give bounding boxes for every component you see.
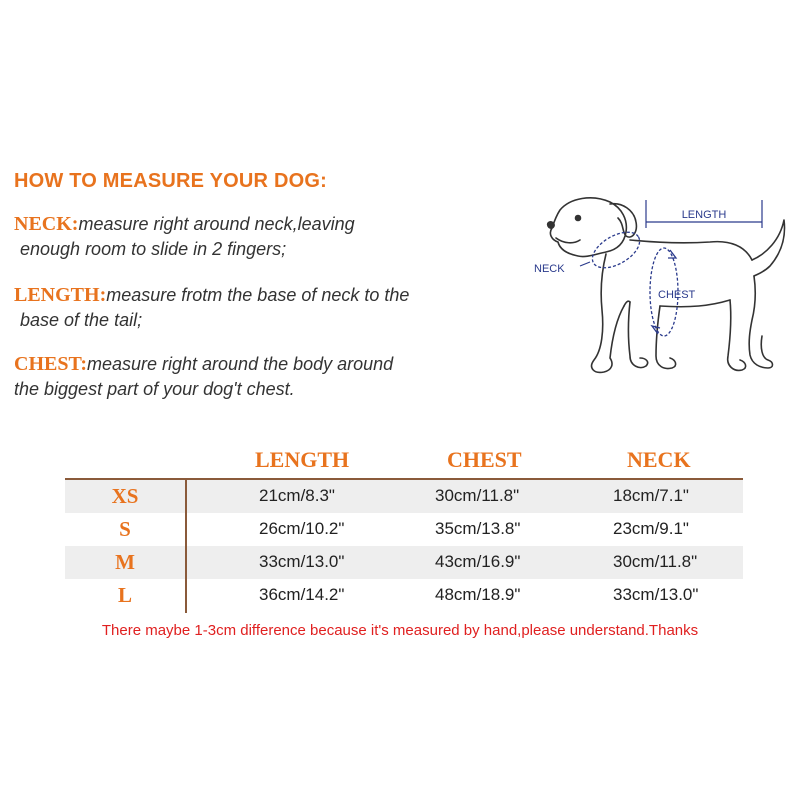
neck-cell: 23cm/9.1" xyxy=(613,519,689,538)
chest-cell: 35cm/13.8" xyxy=(435,519,521,538)
size-label: L xyxy=(117,583,132,607)
length-cell: 33cm/13.0" xyxy=(259,552,345,571)
header-chest: CHEST xyxy=(447,447,522,472)
dog-measurement-diagram xyxy=(530,180,795,395)
chest-cell: 48cm/18.9" xyxy=(435,585,521,604)
chest-desc-line1: measure right around the body around xyxy=(86,354,394,374)
neck-cell: 18cm/7.1" xyxy=(613,486,689,505)
header-length: LENGTH xyxy=(255,447,350,472)
length-cell: 26cm/10.2" xyxy=(259,519,345,538)
table-row xyxy=(65,579,743,612)
size-label: XS xyxy=(111,484,139,508)
length-instruction xyxy=(14,283,494,333)
neck-label: NECK xyxy=(534,263,565,275)
chest-term: CHEST: xyxy=(14,353,87,375)
neck-desc-line1: measure right around neck,leaving xyxy=(78,214,355,234)
dog-illustration xyxy=(548,198,785,373)
header-neck: NECK xyxy=(627,447,691,472)
measurement-note: There maybe 1-3cm difference because it's measured by hand,please understand.Thanks xyxy=(101,622,699,639)
neck-indicator xyxy=(586,225,645,275)
chest-cell: 30cm/11.8" xyxy=(435,486,520,505)
page-title: HOW TO MEASURE YOUR DOG: xyxy=(14,170,327,192)
table-row xyxy=(65,546,743,579)
neck-term: NECK: xyxy=(14,213,79,235)
neck-cell: 33cm/13.0" xyxy=(613,585,699,604)
length-desc-line2: base of the tail; xyxy=(20,310,143,330)
size-label: S xyxy=(119,517,131,541)
length-term: LENGTH: xyxy=(14,284,107,306)
size-column-divider xyxy=(185,480,187,613)
chest-instruction xyxy=(14,352,494,402)
neck-arrow xyxy=(580,262,590,266)
size-label: M xyxy=(115,550,135,574)
chest-desc-line2: the biggest part of your dog't chest. xyxy=(14,379,295,399)
chest-cell: 43cm/16.9" xyxy=(435,552,521,571)
length-cell: 21cm/8.3" xyxy=(259,486,335,505)
table-row xyxy=(65,513,743,546)
chest-label: CHEST xyxy=(658,289,696,301)
length-cell: 36cm/14.2" xyxy=(259,585,345,604)
chest-arrow-bottom xyxy=(652,326,660,334)
table-row xyxy=(65,480,743,513)
length-desc-line1: measure frotm the base of neck to the xyxy=(106,285,410,305)
neck-instruction xyxy=(14,212,494,262)
neck-cell: 30cm/11.8" xyxy=(613,552,698,571)
neck-desc-line2: enough room to slide in 2 fingers; xyxy=(20,239,287,259)
length-label: LENGTH xyxy=(681,209,727,221)
